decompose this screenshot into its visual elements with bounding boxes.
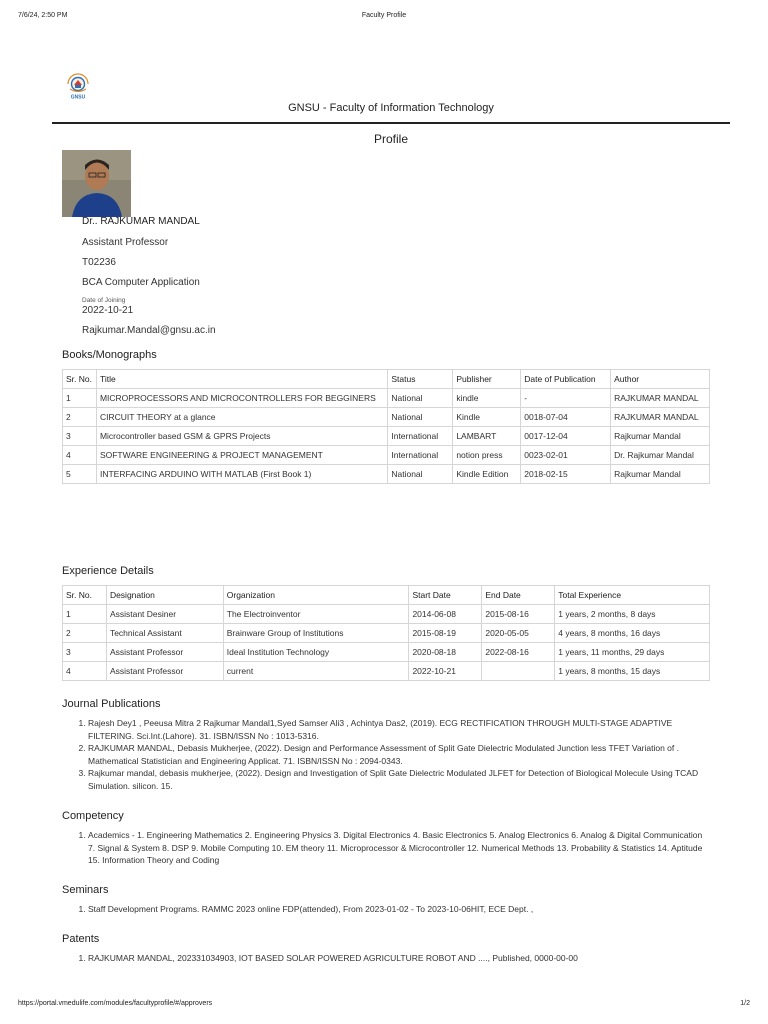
competency-item: 1. Academics - 1. Engineering Mathematics 2. Engineering Physics 3. Digital Electronics 4. Basic Electronics 5. Analog Electronics 6. Analog & Digital Communication 7. Signal & System 8. DSP 9. Mobile Computing 10. EM theory 11. Microprocessor & Microcontroller 12. Numerical Methods 13. Probability & Statistics 14. Aptitude 15. Information Theory and Coding — [88, 829, 710, 867]
table-cell: 0018-07-04 — [521, 408, 611, 427]
doj-label: Date of Joining — [82, 297, 126, 304]
table-cell: Brainware Group of Institutions — [223, 624, 409, 643]
table-cell: INTERFACING ARDUINO WITH MATLAB (First Book 1) — [96, 465, 387, 484]
doj-value: 2022-10-21 — [82, 305, 134, 316]
journal-item: 3. Rajkumar mandal, debasis mukherjee, (2022). Design and Investigation of Split Gate Dielectric Modulated JLFET for Detection of Biological Molecule Using TCAD Simulation. silicon. 15. — [88, 767, 710, 792]
journals-list — [88, 717, 710, 792]
table-cell: National — [388, 408, 453, 427]
page-title: Profile — [373, 132, 408, 146]
column-header: Author — [611, 370, 710, 389]
table-cell: 1 — [63, 389, 97, 408]
column-header: Designation — [106, 586, 223, 605]
table-cell: kindle — [453, 389, 521, 408]
faculty-name: Dr.. RAJKUMAR MANDAL — [82, 216, 200, 227]
table-cell: LAMBART — [453, 427, 521, 446]
svg-text:GNSU: GNSU — [70, 94, 86, 100]
experience-row — [63, 662, 710, 681]
table-cell: 3 — [63, 427, 97, 446]
seminar-item: 1. Staff Development Programs. RAMMC 2023 online FDP(attended), From 2023-01-02 - To 2023-10-06HIT, ECE Dept. , — [88, 903, 710, 916]
column-header: Start Date — [409, 586, 482, 605]
column-header: Title — [96, 370, 387, 389]
print-datetime: 7/6/24, 2:50 PM — [18, 12, 68, 19]
table-cell: Ideal Institution Technology — [223, 643, 409, 662]
journal-item: 1. Rajesh Dey1 , Peeusa Mitra 2 Rajkumar Mandal1,Syed Samser Ali3 , Achintya Das2, (2019). ECG RECTIFICATION THROUGH MULTI-STAGE ADAPTIVE FILTERING. Sci.Int.(Lahore). 31. ISBN/ISSN No : 1013-5316. — [88, 717, 710, 742]
print-url: https://portal.vmedulife.com/modules/facultyprofile/#/approvers — [18, 1000, 213, 1007]
print-header — [18, 12, 750, 22]
table-cell: 2022-08-16 — [482, 643, 555, 662]
table-cell: Kindle — [453, 408, 521, 427]
table-cell: 2015-08-16 — [482, 605, 555, 624]
table-cell: notion press — [453, 446, 521, 465]
column-header: Total Experience — [555, 586, 710, 605]
experience-row — [63, 643, 710, 662]
book-row — [63, 389, 710, 408]
column-header: Date of Publication — [521, 370, 611, 389]
table-cell: 2014-06-08 — [409, 605, 482, 624]
table-cell: 1 years, 2 months, 8 days — [555, 605, 710, 624]
table-cell: International — [388, 427, 453, 446]
table-cell: 2020-08-18 — [409, 643, 482, 662]
table-cell: current — [223, 662, 409, 681]
table-cell: National — [388, 465, 453, 484]
experience-table — [62, 585, 710, 681]
competency-list — [88, 829, 710, 867]
org-name: GNSU - Faculty of Information Technology — [288, 102, 494, 114]
table-cell: MICROPROCESSORS AND MICROCONTROLLERS FOR BEGGINERS — [96, 389, 387, 408]
patents-section-title: Patents — [62, 933, 100, 945]
book-row — [63, 465, 710, 484]
table-cell: 2 — [63, 408, 97, 427]
table-cell: 5 — [63, 465, 97, 484]
table-cell: 4 — [63, 446, 97, 465]
table-cell: 3 — [63, 643, 107, 662]
column-header: Sr. No. — [63, 370, 97, 389]
table-cell: SOFTWARE ENGINEERING & PROJECT MANAGEMENT — [96, 446, 387, 465]
book-row — [63, 427, 710, 446]
book-row — [63, 408, 710, 427]
patents-list — [88, 952, 710, 965]
table-cell: The Electroinventor — [223, 605, 409, 624]
profile-info — [82, 216, 216, 345]
table-cell: RAJKUMAR MANDAL — [611, 408, 710, 427]
experience-row — [63, 624, 710, 643]
experience-section-title: Experience Details — [62, 565, 154, 577]
table-cell: 0017-12-04 — [521, 427, 611, 446]
table-cell: 2015-08-19 — [409, 624, 482, 643]
table-cell: 1 years, 11 months, 29 days — [555, 643, 710, 662]
column-header: Publisher — [453, 370, 521, 389]
table-cell: 1 years, 8 months, 15 days — [555, 662, 710, 681]
faculty-photo — [62, 150, 131, 217]
table-cell: Assistant Desiner — [106, 605, 223, 624]
table-cell: 4 years, 8 months, 16 days — [555, 624, 710, 643]
table-cell: Microcontroller based GSM & GPRS Projects — [96, 427, 387, 446]
table-cell — [482, 662, 555, 681]
seminars-section-title: Seminars — [62, 884, 109, 896]
table-cell: Kindle Edition — [453, 465, 521, 484]
table-cell: CIRCUIT THEORY at a glance — [96, 408, 387, 427]
table-cell: 0023-02-01 — [521, 446, 611, 465]
column-header: Status — [388, 370, 453, 389]
table-cell: 1 — [63, 605, 107, 624]
table-cell: Rajkumar Mandal — [611, 427, 710, 446]
table-cell: 2 — [63, 624, 107, 643]
table-cell: 4 — [63, 662, 107, 681]
table-cell: - — [521, 389, 611, 408]
table-cell: Assistant Professor — [106, 662, 223, 681]
table-cell: 2018-02-15 — [521, 465, 611, 484]
department: BCA Computer Application — [82, 277, 200, 288]
university-logo — [65, 72, 91, 100]
table-cell: National — [388, 389, 453, 408]
books-table — [62, 369, 710, 484]
faculty-designation: Assistant Professor — [82, 237, 169, 248]
seminars-list — [88, 903, 710, 916]
column-header: Organization — [223, 586, 409, 605]
print-page-number: 1/2 — [740, 1000, 750, 1007]
email: Rajkumar.Mandal@gnsu.ac.in — [82, 325, 216, 336]
table-cell: Dr. Rajkumar Mandal — [611, 446, 710, 465]
book-row — [63, 446, 710, 465]
competency-section-title: Competency — [62, 810, 124, 822]
journal-item: 2. RAJKUMAR MANDAL, Debasis Mukherjee, (2022). Design and Performance Assessment of Split Gate Dielectric Modulated Junction less TFET Variation of . Mathematical Statistician and Engineering Applicat. 71. ISBN/ISSN No : 2094-0343. — [88, 742, 710, 767]
table-cell: Assistant Professor — [106, 643, 223, 662]
print-footer — [18, 1000, 750, 1010]
table-cell: RAJKUMAR MANDAL — [611, 389, 710, 408]
journals-section-title: Journal Publications — [62, 698, 161, 710]
experience-row — [63, 605, 710, 624]
patent-item: 1. RAJKUMAR MANDAL, 202331034903, IOT BASED SOLAR POWERED AGRICULTURE ROBOT AND ...., Published, 0000-00-00 — [88, 952, 710, 965]
header-divider — [52, 122, 730, 124]
print-title: Faculty Profile — [361, 12, 407, 19]
books-section-title: Books/Monographs — [62, 349, 157, 361]
column-header: End Date — [482, 586, 555, 605]
table-cell: 2022-10-21 — [409, 662, 482, 681]
table-cell: 2020-05-05 — [482, 624, 555, 643]
table-cell: International — [388, 446, 453, 465]
table-cell: Technical Assistant — [106, 624, 223, 643]
table-cell: Rajkumar Mandal — [611, 465, 710, 484]
employee-id: T02236 — [82, 257, 116, 268]
column-header: Sr. No. — [63, 586, 107, 605]
